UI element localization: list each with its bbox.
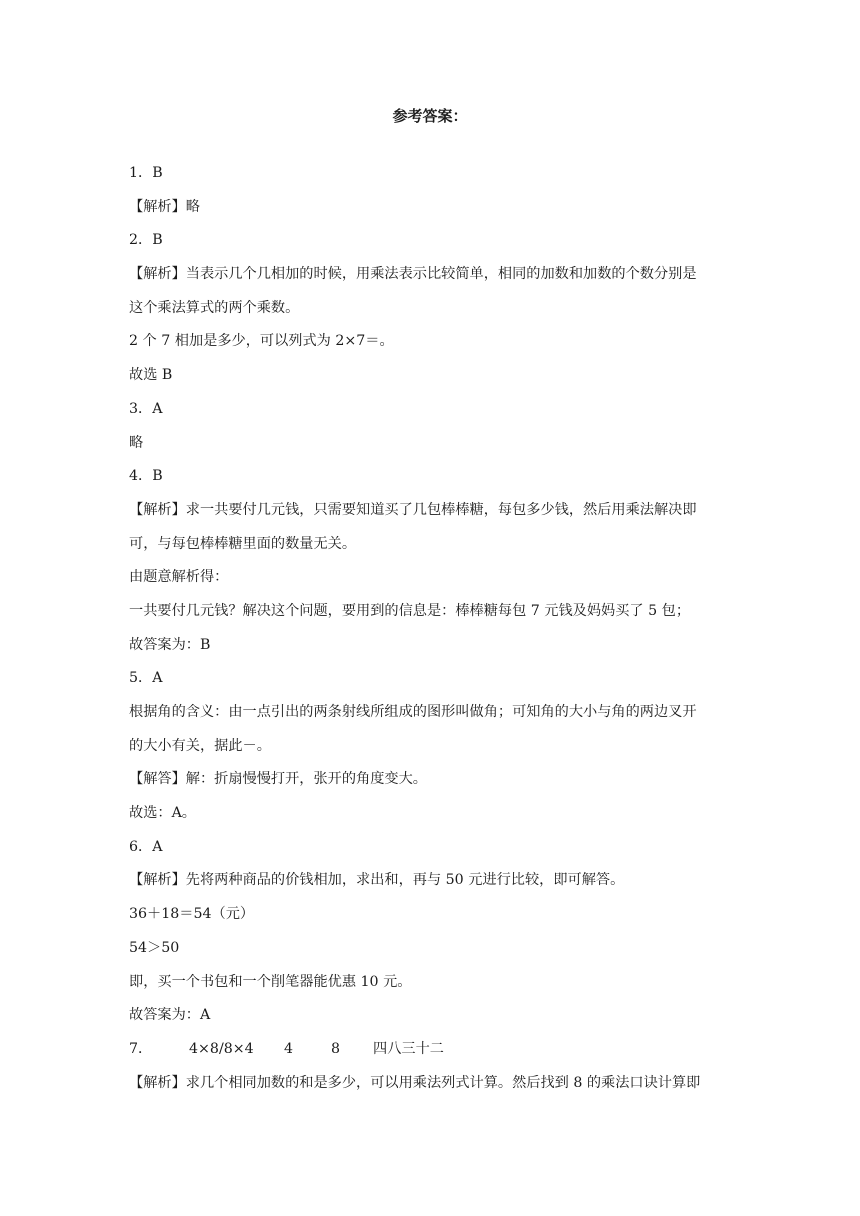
answer-line: 36＋18＝54（元） bbox=[129, 906, 255, 923]
answer-line: 【解析】略 bbox=[129, 198, 200, 215]
answer-line: 54＞50 bbox=[129, 939, 180, 956]
answer-line: 【解答】解：折扇慢慢打开，张开的角度变大。 bbox=[129, 771, 427, 788]
question-7-answer-1: 4×8/8×4 bbox=[189, 1040, 254, 1057]
answer-line: 由题意解析得： bbox=[129, 569, 229, 586]
answer-line: 4．B bbox=[129, 468, 163, 485]
answer-line: 2 个 7 相加是多少，可以列式为 2×7＝。 bbox=[129, 333, 394, 350]
answer-line: 这个乘法算式的两个乘数。 bbox=[129, 299, 300, 316]
answer-line: 根据角的含义：由一点引出的两条射线所组成的图形叫做角；可知角的大小与角的两边叉开 bbox=[129, 704, 697, 720]
answer-line: 1．B bbox=[129, 165, 163, 181]
answer-line: 5．A bbox=[129, 670, 163, 687]
answer-line: 即，买一个书包和一个削笔器能优惠 10 元。 bbox=[129, 973, 412, 990]
answer-line: 【解析】当表示几个几相加的时候，用乘法表示比较简单，相同的加数和加数的个数分别是 bbox=[129, 266, 697, 283]
answer-line: 故选 B bbox=[129, 367, 173, 384]
answer-line: 一共要付几元钱？解决这个问题，要用到的信息是：棒棒糖每包 7 元钱及妈妈买了 5 包； bbox=[129, 602, 691, 619]
answer-line: 【解析】求一共要付几元钱，只需要知道买了几包棒棒糖，每包多少钱，然后用乘法解决即 bbox=[129, 501, 697, 518]
answer-line: 故答案为：A bbox=[129, 1007, 211, 1024]
question-7-answers bbox=[129, 1033, 739, 1067]
answer-content bbox=[129, 157, 739, 1100]
answer-line: 2．B bbox=[129, 232, 163, 249]
answer-line: 【解析】先将两种商品的价钱相加，求出和，再与 50 元进行比较，即可解答。 bbox=[129, 872, 625, 889]
question-7-number: 7． bbox=[129, 1040, 153, 1057]
answer-line: 故答案为：B bbox=[129, 636, 211, 653]
answer-line: 6．A bbox=[129, 838, 163, 855]
answer-line: 【解析】求几个相同加数的和是多少，可以用乘法列式计算。然后找到 8 的乘法口诀计算即 bbox=[129, 1074, 701, 1091]
page-title: 参考答案： bbox=[392, 107, 468, 125]
question-7-answer-3: 8 bbox=[331, 1040, 341, 1057]
question-7-answer-4: 四八三十二 bbox=[373, 1040, 444, 1057]
answer-line: 的大小有关，据此－。 bbox=[129, 737, 271, 754]
answer-line: 故选：A。 bbox=[129, 805, 196, 822]
answer-line: 略 bbox=[129, 434, 144, 451]
question-7-answer-2: 4 bbox=[284, 1040, 294, 1057]
answer-line: 可，与每包棒棒糖里面的数量无关。 bbox=[129, 535, 357, 552]
answer-line: 3．A bbox=[129, 400, 163, 417]
